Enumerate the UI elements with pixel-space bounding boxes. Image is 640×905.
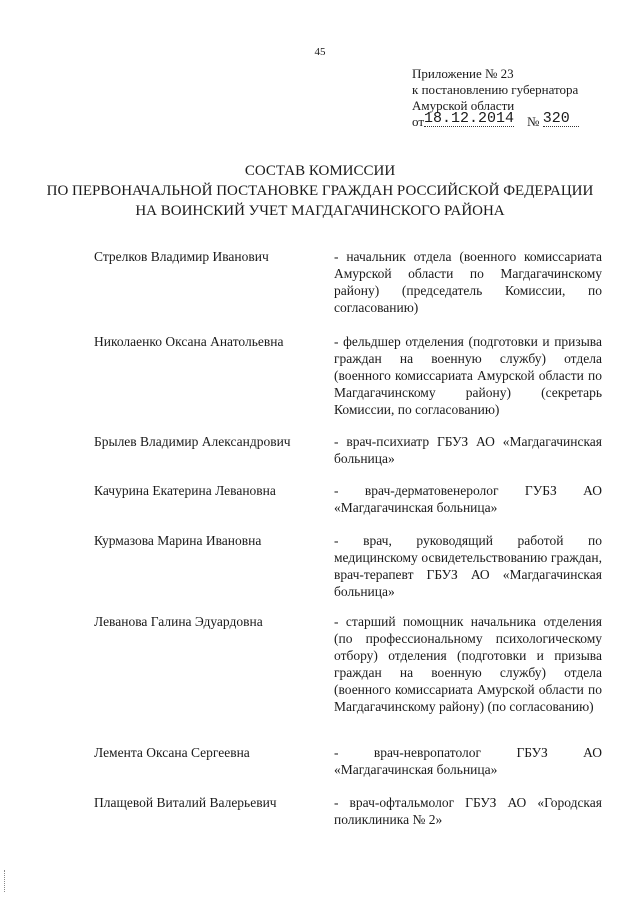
member-role: - старший помощник начальника отделения (по профессиональному психологическому отбору) отделения (подготовки и призыва граждан на военную службу) отдела (военного комиссариата Амурской области по Магдагачинскому району) (по согласованию) — [334, 614, 602, 714]
member-row — [94, 744, 602, 778]
title-line-2: ПО ПЕРВОНАЧАЛЬНОЙ ПОСТАНОВКЕ ГРАЖДАН РОССИЙСКОЙ ФЕДЕРАЦИИ — [46, 183, 594, 199]
member-name: Стрелков Владимир Иванович — [94, 249, 269, 264]
member-role: - врач-офтальмолог ГБУЗ АО «Городская поликлиника № 2» — [334, 795, 602, 827]
appendix-title: Приложение № 23 — [412, 66, 514, 81]
member-row — [94, 482, 602, 516]
document-title — [40, 161, 600, 221]
member-row — [94, 248, 602, 316]
title-line-1: СОСТАВ КОМИССИИ — [244, 163, 396, 179]
date-prefix: от — [412, 114, 425, 129]
member-name: Николаенко Оксана Анатольевна — [94, 334, 284, 349]
member-name: Лемента Оксана Сергеевна — [94, 745, 250, 760]
member-row — [94, 794, 602, 828]
member-name: Плащевой Виталий Валерьевич — [94, 795, 277, 810]
member-name: Качурина Екатерина Левановна — [94, 483, 276, 498]
scan-edge-mark — [4, 870, 7, 892]
title-line-3: НА ВОИНСКИЙ УЧЕТ МАГДАГАЧИНСКОГО РАЙОНА — [135, 203, 505, 219]
decree-number: 320 — [543, 112, 579, 127]
page-number: 45 — [314, 46, 326, 58]
member-role: - врач, руководящий работой по медицинскому освидетельствованию граждан, врач-терапевт ГБУЗ АО «Магдагачинская больница» — [334, 533, 602, 599]
appendix-header — [412, 66, 622, 131]
appendix-region: Амурской области — [412, 98, 515, 113]
member-row — [94, 613, 602, 715]
member-name: Леванова Галина Эдуардовна — [94, 614, 263, 629]
member-row — [94, 433, 602, 467]
member-role: - врач-дерматовенеролог ГУБЗ АО «Магдагачинская больница» — [334, 483, 602, 515]
member-role: - начальник отдела (военного комиссариата Амурской области по Магдагачинскому району) (председатель Комиссии, по согласованию) — [334, 249, 602, 315]
appendix-decree: к постановлению губернатора — [412, 82, 579, 97]
number-prefix: № — [527, 114, 540, 129]
member-row — [94, 333, 602, 418]
member-name: Брылев Владимир Александрович — [94, 434, 291, 449]
member-name: Курмазова Марина Ивановна — [94, 533, 262, 548]
member-row — [94, 532, 602, 600]
member-role: - врач-психиатр ГБУЗ АО «Магдагачинская больница» — [334, 434, 602, 466]
member-role: - врач-невропатолог ГБУЗ АО «Магдагачинская больница» — [334, 745, 602, 777]
appendix-date-line — [412, 110, 622, 131]
member-role: - фельдшер отделения (подготовки и призыва граждан на военную службу) отдела (военного комиссариата Амурской области по Магдагачинскому району) (секретарь Комиссии, по согласованию) — [334, 334, 602, 417]
decree-date: 18.12.2014 — [424, 110, 515, 127]
